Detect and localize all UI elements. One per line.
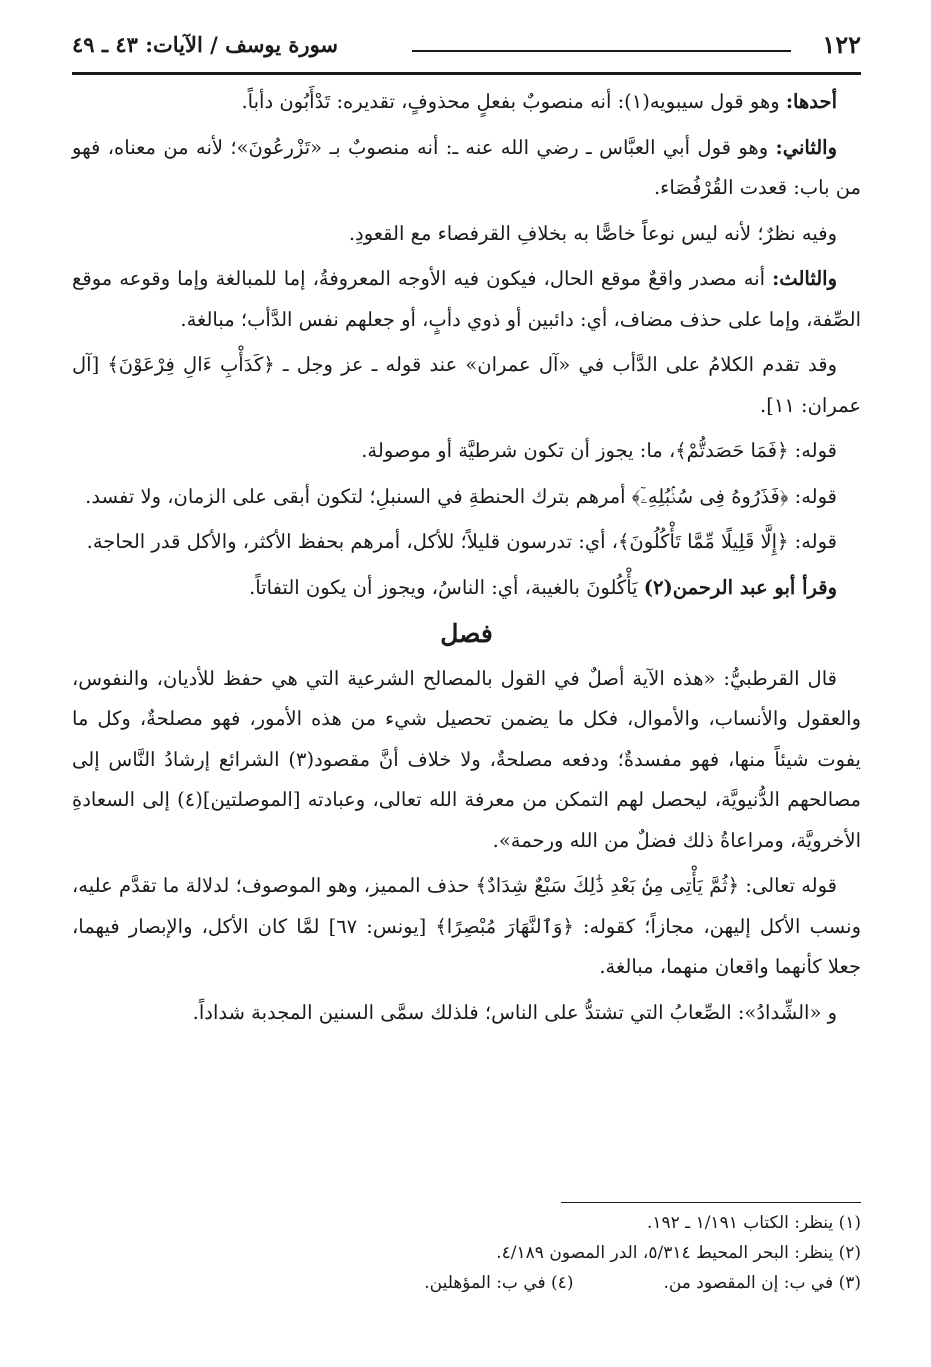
paragraph: وقرأ أبو عبد الرحمن(٢) يَأْكُلونَ بالغيبة، أي: الناسُ، ويجوز أن يكون التفاتاً.: [249, 575, 837, 599]
paragraph: والثالث: أنه مصدر واقعٌ موقع الحال، فيكون فيه الأوجه المعروفةُ، إما للمبالغة وإما وقوعه موقع الصِّفة، وإما على حذف مضاف، أي: دائبين أو ذوي دأبٍ، أو جعلهم نفس الدَّأب؛ مبالغة.: [72, 267, 861, 331]
paragraph: أحدها: وهو قول سيبويه(١): أنه منصوبٌ بفعلٍ محذوفٍ، تقديره: تَدْأَبُون دأباً.: [241, 90, 837, 113]
footnotes: [72, 1208, 861, 1298]
paragraph: وفيه نظرٌ؛ لأنه ليس نوعاً خاصًّا به بخلافِ القرفصاء مع القعودِ.: [348, 221, 837, 245]
page-number: ١٢٢: [822, 30, 861, 59]
paragraph: قوله: ﴿إِلَّا قَلِيلًا مِّمَّا تَأْكُلُونَ﴾، أي: تدرسون قليلاً؛ للأكل، أمرهم بحفظ الأكثر، والأكل قدر الحاجة.: [86, 530, 837, 553]
footnote: (٣) في ب: إن المقصود من.: [663, 1273, 861, 1293]
book-page: [72, 20, 861, 1350]
paragraph: والثاني: وهو قول أبي العبَّاس ـ رضي الله عنه ـ: أنه منصوبٌ بـ «تَزْرعُونَ»؛ لأنه من معناه، فهو من باب: قعدت القُرْفُصَاء.: [72, 135, 861, 199]
footnote: (٢) ينظر: البحر المحيط ٥/٣١٤، الدر المصون ٤/١٨٩.: [496, 1243, 861, 1263]
footnote: (١) ينظر: الكتاب ١/١٩١ ـ ١٩٢.: [646, 1213, 861, 1233]
paragraph: قوله: ﴿فَذَرُوهُ فِى سُنۢبُلِهِۦٓ﴾ أمرهم بترك الحنطةِ في السنبلِ؛ لتكون أبقى على الزمان، ولا تفسد.: [85, 484, 837, 508]
paragraph: وقد تقدم الكلامُ على الدَّأب في «آل عمران» عند قوله ـ عز وجل ـ ﴿كَدَأْبِ ءَالِ فِرْعَوْنَ﴾ [آل عمران: ١١].: [72, 353, 861, 417]
paragraph: قال القرطبيُّ: «هذه الآية أصلٌ في القول بالمصالح الشرعية التي هي حفظ للأديان، والنفوس، والعقول والأنساب، والأموال، فكل ما يضمن تحصيل شيء من هذه الأمور، فهو مصلحةٌ، وكل ما يفوت شيئاً منها، فهو مفسدةٌ؛ ودفعه مصلحةٌ، ولا خلاف أنَّ مقصود(٣) الشرائع إرشادُ النَّاس إلى مصالحهم الدُّنيويَّة، ليحصل لهم التمكن من معرفة الله تعالى، وعبادته [الموصلتين](٤) إلى السعادةِ الأخرويَّة، ومراعاةُ ذلك فضلٌ من الله ورحمة».: [72, 666, 861, 852]
footnote: (٤) في ب: المؤهلين.: [424, 1273, 574, 1293]
section-title: فصل: [440, 619, 493, 648]
paragraph: قوله: ﴿فَمَا حَصَدتُّمْ﴾، ما: يجوز أن تكون شرطيَّة أو موصولة.: [361, 439, 837, 462]
running-head: سورة يوسف / الآيات: ٤٣ ـ ٤٩: [72, 32, 339, 57]
header-divider: [72, 72, 861, 75]
paragraph: قوله تعالى: ﴿ثُمَّ يَأْتِى مِنۢ بَعْدِ ذَٰلِكَ سَبْعٌ شِدَادٌ﴾ حذف المميز، وهو الموصوف؛ لدلالة ما تقدَّم عليه، ونسب الأكل إليهن، مجازاً؛ كقوله: ﴿وَٱلنَّهَارَ مُبْصِرًا﴾ [يونس: ٦٧] لمَّا كان الأكل، والإبصار فيهما، جعلا كأنهما واقعان منهما، مبالغة.: [72, 874, 861, 978]
header-rule: [412, 50, 791, 52]
footnote-row: [72, 1268, 861, 1298]
main-text: [72, 82, 861, 1038]
footnote-rule: [561, 1202, 861, 1203]
page-header: [72, 30, 861, 60]
paragraph: و «الشِّدادُ»: الصِّعابُ التي تشتدُّ على الناس؛ فلذلك سمَّى السنين المجدبة شداداً.: [192, 1000, 837, 1024]
